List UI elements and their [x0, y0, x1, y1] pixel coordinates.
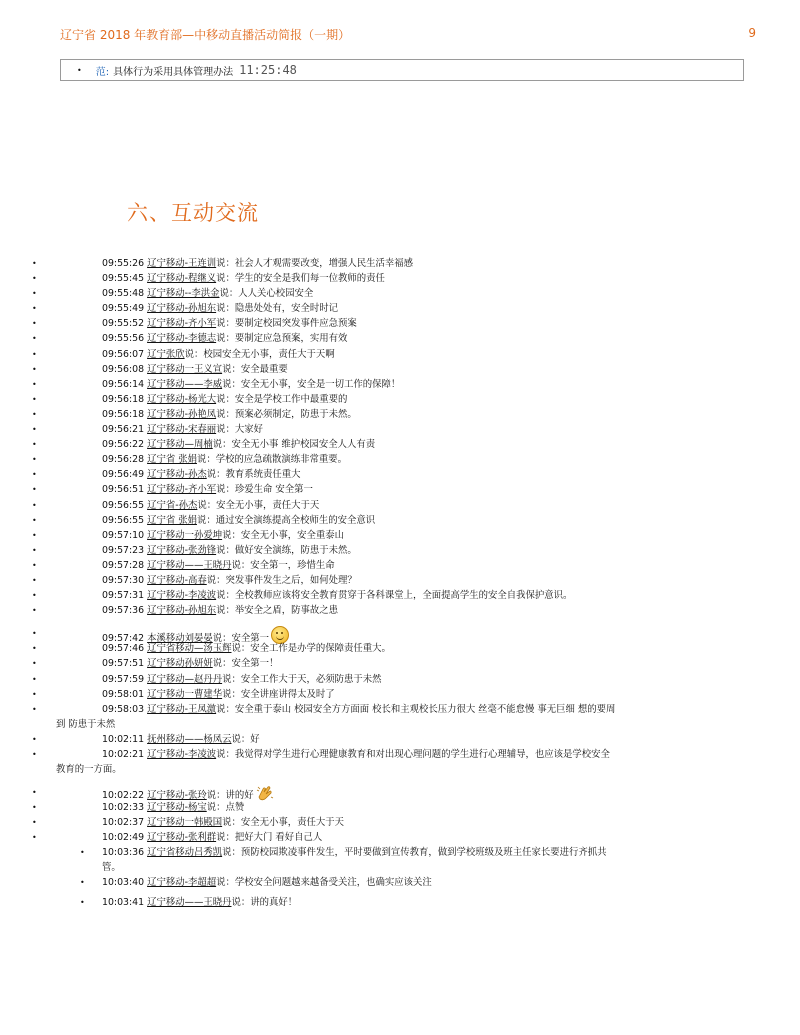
message-body — [102, 830, 322, 845]
message-body — [102, 377, 400, 392]
list-item — [0, 422, 800, 437]
bullet-icon: • — [80, 878, 85, 888]
message-text: 说：安全无小事，责任大于天 — [197, 499, 320, 511]
message-time: 10:02:37 — [102, 817, 148, 828]
bullet-icon: • — [32, 560, 37, 570]
list-item — [0, 875, 800, 895]
list-item — [0, 543, 800, 558]
bullet-icon: • — [32, 818, 37, 827]
bullet-icon: • — [32, 802, 37, 812]
message-text: 说：安全无小事，安全是一切工作的保障！ — [222, 378, 401, 390]
message-sender: 辽宁省-孙杰 — [147, 499, 198, 511]
message-sender: 辽宁省移动吕秀凯 — [147, 847, 223, 859]
message-time: 09:57:23 — [102, 544, 148, 556]
message-time: 09:56:18 — [102, 408, 148, 420]
quote-box — [60, 59, 744, 81]
list-item — [0, 271, 800, 286]
message-time: 09:58:03 — [102, 703, 148, 715]
bullet-icon: • — [32, 704, 37, 714]
message-time: 09:56:22 — [102, 439, 148, 451]
message-body — [102, 407, 357, 422]
message-sender: 辽宁省 张娟 — [147, 514, 197, 526]
bullet-icon: • — [32, 629, 37, 639]
message-body — [102, 437, 375, 452]
message-text: 说：要制定应急预案，实用有效 — [216, 333, 348, 345]
message-text: 说：预防校园欺凌事件发生，平时要做到宣传教育，做到学校班级及班主任家长要进行齐抓共 — [222, 847, 607, 859]
message-time: 09:56:49 — [102, 469, 148, 481]
message-text: 说：预案必须制定，防患于未然。 — [216, 408, 357, 420]
message-sender: 辽宁移动-李凌波 — [147, 590, 217, 602]
page-number: 9 — [748, 26, 756, 40]
bullet-icon: • — [77, 65, 82, 75]
message-time: 09:56:28 — [102, 454, 148, 466]
section-heading: 六、互动交流 — [127, 201, 259, 225]
bullet-icon: • — [32, 644, 37, 654]
message-text: 说：安全讲座讲得太及时了 — [222, 688, 335, 700]
bullet-icon: • — [32, 689, 37, 699]
bullet-icon: • — [32, 455, 37, 465]
message-text: 说：学校的应急疏散演练非常重要。 — [196, 454, 347, 466]
message-sender: 辽宁省移动—汤玉辉 — [147, 643, 232, 655]
message-sender: 辽宁移动-孙杰 — [147, 469, 207, 481]
message-sender: 辽宁移动—周楠 — [147, 439, 213, 451]
message-body — [102, 347, 335, 362]
message-text: 说：把好大门 看好自己人 — [216, 832, 323, 844]
message-body — [102, 467, 301, 482]
message-sender: 辽宁张欣 — [147, 348, 185, 360]
message-text: 说：珍爱生命 安全第一 — [216, 484, 313, 496]
message-text: 说：安全无小事 维护校园安全人人有责 — [212, 439, 376, 451]
message-text: 说：安全第一 — [212, 633, 269, 645]
message-body — [102, 875, 432, 890]
message-sender: 辽宁移动孙妍妍 — [147, 658, 213, 670]
bullet-icon: • — [32, 349, 37, 359]
quote-speaker: 范: — [95, 66, 110, 78]
message-time: 09:57:59 — [102, 673, 148, 685]
bullet-icon: • — [32, 500, 37, 510]
message-time: 09:57:51 — [102, 658, 148, 670]
message-sender: 辽宁移动一孙爱坤 — [147, 529, 223, 541]
message-sender: 辽宁移动-孙艳凤 — [147, 408, 217, 420]
bullet-icon: • — [32, 379, 37, 389]
list-item — [0, 301, 800, 316]
message-body — [102, 316, 357, 331]
bullet-icon: • — [32, 591, 37, 601]
message-body — [102, 815, 344, 830]
message-body — [102, 331, 347, 346]
message-sender: 辽宁移动一韩殿国 — [147, 817, 223, 828]
list-item — [0, 331, 800, 346]
message-continuation: 教育的一方面。 — [56, 763, 122, 775]
message-body — [102, 656, 278, 671]
list-item — [0, 347, 800, 362]
message-time: 09:57:10 — [102, 529, 148, 541]
message-body — [102, 422, 263, 437]
message-sender: 辽宁移动-李德志 — [147, 333, 217, 345]
message-body — [102, 452, 347, 467]
message-sender: 辽宁移动-宋春丽 — [147, 424, 217, 436]
message-time: 10:02:21 — [102, 748, 148, 760]
bullet-icon: • — [32, 530, 37, 540]
bullet-icon: • — [32, 274, 37, 284]
message-body — [102, 845, 742, 860]
list-item — [0, 603, 800, 618]
list-item — [0, 316, 800, 331]
message-text: 说：学生的安全是我们每一位教师的责任 — [216, 273, 385, 285]
bullet-icon: • — [80, 898, 85, 908]
message-body — [102, 895, 297, 910]
list-item — [0, 573, 800, 588]
list-item — [0, 482, 800, 497]
message-body — [102, 603, 338, 618]
bullet-icon: • — [32, 289, 37, 299]
list-item — [0, 656, 800, 671]
message-body — [102, 256, 413, 271]
message-sender: 辽宁移动-李超超 — [147, 877, 217, 889]
message-time: 09:57:30 — [102, 574, 148, 586]
message-sender: 辽宁移动-王凤激 — [147, 703, 217, 715]
message-text: 说：人人关心校园安全 — [219, 288, 314, 300]
message-sender: 辽宁移动—赵丹丹 — [147, 673, 223, 685]
message-body — [102, 687, 335, 702]
message-body — [102, 588, 572, 603]
message-text: 说：社会人才观需要改变，增强人民生活幸福感 — [216, 258, 413, 269]
message-body — [102, 672, 382, 687]
list-item — [0, 467, 800, 482]
bullet-icon: • — [32, 545, 37, 555]
message-time: 09:57:31 — [102, 590, 148, 602]
bullet-icon: • — [32, 259, 37, 268]
message-text: 说：要制定校园突发事件应急预案 — [216, 318, 357, 330]
list-item — [0, 558, 800, 573]
message-time: 09:57:28 — [102, 559, 148, 571]
list-item — [0, 830, 800, 845]
message-text: 说：大家好 — [216, 424, 263, 436]
list-item — [0, 747, 800, 777]
message-sender: 辽宁移动-杨光大 — [147, 393, 217, 405]
message-time: 09:56:21 — [102, 424, 148, 436]
bullet-icon: • — [32, 515, 37, 525]
message-text: 说：做好安全演练，防患于未然。 — [216, 544, 357, 556]
list-item — [0, 641, 800, 656]
message-body — [102, 641, 391, 656]
list-item — [0, 845, 800, 875]
spacer — [0, 618, 800, 626]
bullet-icon: • — [32, 334, 37, 344]
message-sender: 辽宁移动-李凌波 — [147, 748, 217, 760]
bullet-icon: • — [32, 606, 37, 616]
bullet-icon: • — [32, 749, 37, 759]
list-item — [0, 815, 800, 830]
list-item — [0, 785, 800, 800]
clapping-hands-icon — [256, 785, 274, 801]
message-sender: 辽宁移动-张玲 — [147, 789, 207, 801]
bullet-icon: • — [32, 659, 37, 669]
message-time: 09:55:49 — [102, 303, 148, 315]
message-sender: 辽宁省 张娟 — [147, 454, 197, 466]
message-body — [102, 732, 260, 747]
message-text: 说：突发事件发生之后，如何处理？ — [206, 574, 357, 586]
quote-time: 11:25:48 — [239, 63, 297, 77]
bullet-icon: • — [32, 470, 37, 480]
list-item — [0, 672, 800, 687]
bullet-icon: • — [32, 833, 37, 843]
message-text: 说：安全工作大于天，必须防患于未然 — [222, 673, 382, 685]
message-sender: 辽宁移动一王义宣 — [147, 363, 223, 375]
message-text: 说：学校安全问题越来越备受关注，也确实应该关注 — [216, 877, 432, 889]
message-sender: 本溪移动刘晏晏 — [147, 633, 213, 645]
message-time: 09:56:08 — [102, 363, 148, 375]
list-item — [0, 588, 800, 603]
list-item — [0, 286, 800, 301]
message-body — [102, 392, 347, 407]
list-item — [0, 732, 800, 747]
message-time: 10:03:40 — [102, 877, 148, 889]
list-item — [0, 362, 800, 377]
message-text: 说：安全工作是办学的保障责任重大。 — [231, 643, 391, 655]
bullet-icon: • — [80, 848, 85, 858]
message-time: 09:55:26 — [102, 258, 148, 269]
message-time: 09:58:01 — [102, 688, 148, 700]
message-text: 说：安全是学校工作中最重要的 — [216, 393, 348, 405]
list-item — [0, 452, 800, 467]
list-item — [0, 256, 800, 271]
list-item — [0, 528, 800, 543]
message-sender: 辽宁移动-张劲锋 — [147, 544, 217, 556]
message-body — [102, 482, 313, 497]
list-item — [0, 392, 800, 407]
message-text: 说：通过安全演练提高全校师生的安全意识 — [196, 514, 376, 526]
message-sender: 辽宁移动-齐小军 — [147, 484, 217, 496]
bullet-icon: • — [32, 734, 37, 744]
header-title: 辽宁省 2018 年教育部—中移动直播活动简报（一期） — [60, 28, 351, 42]
message-sender: 辽宁移动-高春 — [147, 574, 207, 586]
message-body — [102, 543, 357, 558]
message-sender: 抚州移动——杨凤云 — [147, 733, 232, 745]
message-continuation: 到 防患于未然 — [56, 718, 116, 730]
message-body — [102, 528, 344, 543]
bullet-icon: • — [32, 304, 37, 314]
message-text: 说：安全第一，珍惜生命 — [231, 559, 335, 571]
list-item — [0, 377, 800, 392]
message-sender: 辽宁移动一曹建华 — [147, 688, 223, 700]
message-text: 说：安全第一！ — [212, 658, 279, 670]
message-sender: 辽宁移动-孙旭东 — [147, 605, 217, 617]
spacer — [0, 777, 800, 785]
message-text: 说：教育系统责任重大 — [206, 469, 301, 481]
message-body — [102, 286, 313, 301]
message-body — [102, 271, 385, 286]
bullet-icon: • — [32, 409, 37, 419]
bullet-icon: • — [32, 787, 37, 797]
message-time: 09:56:51 — [102, 484, 148, 496]
list-item — [0, 437, 800, 452]
message-body — [102, 301, 338, 316]
bullet-icon: • — [32, 394, 37, 404]
message-body — [102, 573, 357, 588]
message-text: 说：安全无小事，安全重泰山 — [222, 529, 344, 541]
message-time: 09:57:46 — [102, 643, 148, 655]
message-text: 说：安全重于泰山 校园安全方方面面 校长和主观校长压力很大 丝毫不能怠慢 事无巨细 想的要周 — [216, 703, 616, 715]
message-body — [102, 362, 288, 377]
message-time: 09:56:07 — [102, 348, 148, 360]
bullet-icon: • — [32, 319, 37, 329]
message-time: 09:56:55 — [102, 499, 148, 511]
list-item — [0, 513, 800, 528]
message-body — [102, 513, 375, 528]
message-time: 10:02:49 — [102, 832, 148, 844]
message-text: 说：隐患处处有，安全时时记 — [216, 303, 338, 315]
message-time: 09:55:56 — [102, 333, 148, 345]
message-text: 说：好 — [231, 733, 260, 745]
message-text: 说：点赞 — [206, 801, 245, 813]
message-time: 10:02:11 — [102, 733, 148, 745]
message-sender: 辽宁移动-张利群 — [147, 832, 217, 844]
bullet-icon: • — [32, 485, 37, 495]
list-item — [0, 626, 800, 645]
bullet-icon: • — [32, 364, 37, 374]
list-item — [0, 407, 800, 422]
message-time: 09:57:42 — [102, 633, 148, 645]
message-text: 说：讲的真好！ — [231, 897, 298, 909]
message-sender: 辽宁移动-王连训 — [147, 258, 217, 269]
message-text: 说：安全无小事，责任大于天 — [222, 817, 344, 828]
message-time: 10:02:33 — [102, 801, 148, 813]
message-continuation: 管。 — [102, 862, 121, 874]
message-time: 09:56:55 — [102, 514, 148, 526]
message-body — [102, 558, 335, 573]
message-list — [0, 256, 800, 915]
message-time: 09:57:36 — [102, 605, 148, 617]
message-sender: 辽宁移动——王晓丹 — [147, 897, 232, 909]
message-time: 09:55:52 — [102, 318, 148, 330]
message-body — [102, 702, 742, 717]
message-text: 说：全校教师应该将安全教育贯穿于各科课堂上，全面提高学生的安全自我保护意识。 — [216, 590, 573, 602]
list-item — [0, 895, 800, 915]
message-sender: 辽宁移动——李威 — [147, 378, 223, 390]
message-time: 09:56:18 — [102, 393, 148, 405]
quote-text: 具体行为采用具体管理办法 — [113, 66, 234, 78]
message-text: 说：举安全之盾，防事故之患 — [216, 605, 338, 617]
message-sender: 辽宁移动-齐小军 — [147, 318, 217, 330]
list-item — [0, 687, 800, 702]
message-text: 说：讲的好 — [206, 789, 254, 801]
bullet-icon: • — [32, 440, 37, 450]
message-sender: 辽宁移动-杨宝 — [147, 801, 207, 813]
message-time: 10:02:22 — [102, 789, 148, 801]
message-text: 说：我觉得对学生进行心理健康教育和对出现心理问题的学生进行心理辅导，也应该是学校安全 — [216, 748, 610, 760]
message-text: 说：校园安全无小事，责任大于天啊 — [184, 348, 335, 360]
message-sender: 辽宁移动--李洪金 — [147, 288, 220, 300]
bullet-icon: • — [32, 425, 37, 435]
message-text: 说：安全最重要 — [222, 363, 288, 375]
list-item — [0, 800, 800, 815]
message-sender: 辽宁移动-孙旭东 — [147, 303, 217, 315]
message-time: 09:56:14 — [102, 378, 148, 390]
message-body — [102, 800, 244, 815]
message-time: 09:55:45 — [102, 273, 148, 285]
message-time: 10:03:36 — [102, 847, 148, 859]
bullet-icon: • — [32, 575, 37, 585]
list-item — [0, 498, 800, 513]
message-sender: 辽宁移动——王晓丹 — [147, 559, 232, 571]
bullet-icon: • — [32, 674, 37, 684]
message-body — [102, 498, 319, 513]
message-time: 09:55:48 — [102, 288, 148, 300]
message-body — [102, 747, 742, 762]
message-sender: 辽宁移动-程继义 — [147, 273, 217, 285]
list-item — [0, 702, 800, 732]
message-time: 10:03:41 — [102, 897, 148, 909]
